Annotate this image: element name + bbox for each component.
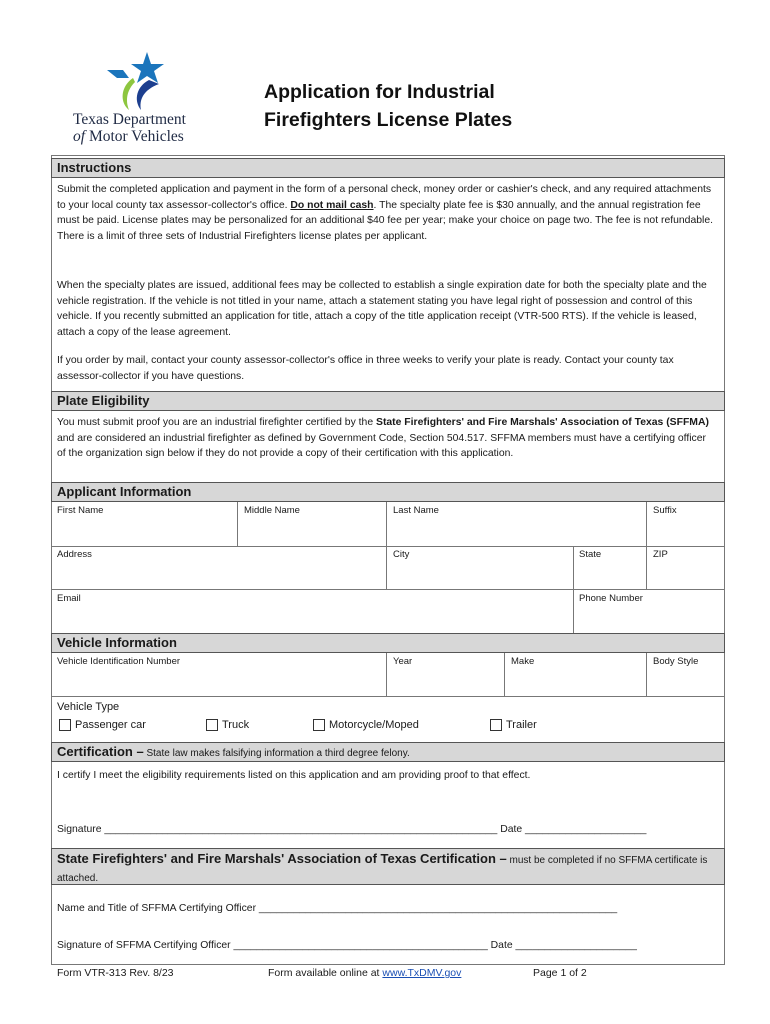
eligibility-text-c: and are considered an industrial firefighter as defined by Government Code, Section 504.517. SFFMA members must have a certifying officer of the organization sign below if they do not provide a copy of their certification with this application. [57, 432, 706, 460]
page-title [264, 78, 512, 134]
checkbox-motorcycle-moped[interactable] [313, 719, 325, 731]
instructions-paragraph-1 [57, 182, 717, 244]
application-form [51, 155, 725, 965]
agency-of: of [73, 128, 86, 145]
address-field[interactable]: Address [57, 549, 92, 560]
city-field[interactable]: City [393, 549, 410, 560]
checkbox-trailer[interactable] [490, 719, 502, 731]
applicant-heading: Applicant Information [51, 482, 725, 502]
txdmv-star-logo [103, 50, 173, 112]
state-field[interactable]: State [579, 549, 602, 560]
row-divider [51, 589, 725, 590]
col-divider [386, 653, 387, 696]
page-number: Page 1 of 2 [533, 967, 587, 979]
do-not-mail-cash: Do not mail cash [290, 199, 374, 211]
certification-note: State law makes falsifying information a third degree felony. [143, 748, 410, 759]
online-prefix: Form available online at [268, 967, 383, 979]
zip-field[interactable]: ZIP [653, 549, 668, 560]
email-field[interactable]: Email [57, 593, 81, 604]
form-border [51, 155, 725, 965]
agency-name-line2 [73, 128, 213, 145]
col-divider [646, 653, 647, 696]
vehicle-heading: Vehicle Information [51, 633, 725, 653]
left-star-point [107, 70, 129, 78]
eligibility-heading: Plate Eligibility [51, 391, 725, 411]
agency-name [73, 111, 213, 145]
blue-swoosh [137, 80, 159, 110]
label-truck: Truck [222, 719, 250, 731]
instructions-p1-rest: . The specialty plate fee is $30 annually, and the annual registration fee must be paid. License plates may be personalized for an additional $40 fee per year; make your choice on page two. The fee is not refundable. There is a limit of three sets of Industrial Firefighters license plates per applicant. [57, 199, 713, 242]
eligibility-text [57, 415, 717, 462]
txdmv-link[interactable]: www.TxDMV.gov [382, 967, 462, 979]
instructions-p1-text: Submit the completed application and payment in the form of a personal check, money order or cashier's check, and any required attachments to your local county tax assessor-collector's office. [57, 184, 712, 211]
middle-name-field[interactable]: Middle Name [244, 505, 300, 516]
col-divider [573, 546, 574, 633]
sffma-signature-line[interactable]: Signature of SFFMA Certifying Officer ____________________________________________ Date _____________________ [57, 940, 637, 951]
col-divider [386, 502, 387, 590]
certification-heading [51, 742, 725, 762]
certification-signature-line[interactable]: Signature ____________________________________________________________________ Date _____________________ [57, 824, 647, 835]
vehicle-type-label: Vehicle Type [57, 701, 120, 713]
label-passenger-car: Passenger car [75, 719, 146, 731]
instructions-paragraph-3: If you order by mail, contact your county assessor-collector's office in three weeks to verify your plate is ready. Contact your county tax assessor-collector if you have questions. [57, 355, 674, 382]
vin-field[interactable]: Vehicle Identification Number [57, 656, 181, 667]
sffma-heading [51, 848, 725, 885]
sffma-title: State Firefighters' and Fire Marshals' Association of Texas Certification – [57, 851, 507, 866]
phone-field[interactable]: Phone Number [579, 593, 643, 604]
instructions-heading: Instructions [51, 158, 725, 178]
col-divider [646, 502, 647, 590]
col-divider [237, 502, 238, 546]
title-line1: Application for Industrial [264, 81, 495, 103]
make-field[interactable]: Make [511, 656, 535, 667]
year-field[interactable]: Year [393, 656, 413, 667]
eligibility-text-a: You must submit proof you are an industrial firefighter certified by the [57, 417, 377, 428]
row-divider [51, 696, 725, 697]
suffix-field[interactable]: Suffix [653, 505, 677, 516]
label-trailer: Trailer [506, 719, 537, 731]
certification-statement: I certify I meet the eligibility requirements listed on this application and am providing proof to that effect. [57, 770, 531, 781]
agency-name-rest: Motor Vehicles [88, 128, 184, 145]
star-icon [131, 52, 164, 83]
green-swoosh [123, 78, 135, 110]
online-availability [268, 967, 461, 979]
form-id: Form VTR-313 Rev. 8/23 [57, 967, 174, 979]
agency-name-line1: Texas Department [73, 111, 186, 128]
sffma-officer-line[interactable]: Name and Title of SFFMA Certifying Officer ______________________________________________________________ [57, 903, 618, 914]
title-line2: Firefighters License Plates [264, 109, 513, 131]
sffma-note: must be completed if no SFFMA certificate is attached. [57, 855, 708, 884]
body-style-field[interactable]: Body Style [653, 656, 699, 667]
checkbox-truck[interactable] [206, 719, 218, 731]
instructions-paragraph-2: When the specialty plates are issued, additional fees may be collected to establish a single expiration date for both the specialty plate and the vehicle registration. If the vehicle is not titled in your name, attach a statement stating you have legal right of possession and control of this vehicle. If you recently submitted an application for title, attach a copy of the title application receipt (VTR-500 RTS). If the vehicle is leased, attach a copy of the lease agreement. [57, 280, 707, 338]
sffma-name: State Firefighters' and Fire Marshals' Association of Texas (SFFMA) [376, 417, 709, 428]
checkbox-passenger-car[interactable] [59, 719, 71, 731]
certification-title: Certification – [57, 744, 144, 759]
last-name-field[interactable]: Last Name [393, 505, 439, 516]
row-divider [51, 546, 725, 547]
label-motorcycle-moped: Motorcycle/Moped [329, 719, 419, 731]
first-name-field[interactable]: First Name [57, 505, 104, 516]
col-divider [504, 653, 505, 696]
